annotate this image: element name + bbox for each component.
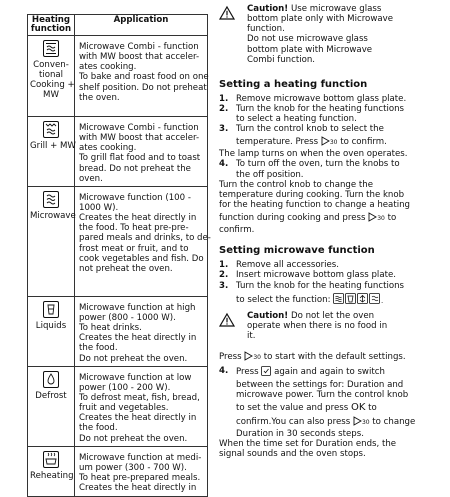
start-30-icon — [244, 351, 253, 364]
heating-step-4: 4. To turn off the oven, turn the knobs to the off position. — [219, 159, 400, 180]
heating-function-cell — [28, 446, 75, 496]
application-text: Creates the heat directly in — [79, 483, 197, 494]
heating-function-cell — [28, 117, 75, 187]
reheating-icon — [43, 451, 59, 468]
start-30-icon — [353, 416, 362, 429]
warning-icon — [219, 313, 235, 327]
warning-icon — [219, 6, 235, 20]
application-text: the oven. — [79, 92, 120, 103]
change-temperature-note: Turn the control knob to change the temperature during cooking. Turn the knob for the heating function to change a heating function during cooking and press 30 to confirm. — [219, 179, 410, 236]
heating-step-3: 3. Turn the control knob to select the temperature. Press 30 to confirm. — [219, 124, 450, 149]
application-text: not preheat the oven. — [79, 263, 173, 274]
application-text: To bake and roast food on one — [79, 72, 209, 83]
application-text: the food. — [79, 423, 118, 434]
default-settings-note: Press 30 to start with the default settings. — [219, 351, 450, 364]
microwave-step-1: 1. Remove all accessories. — [219, 260, 340, 271]
heating-function-cell — [28, 296, 75, 366]
duration-end-note: When the time set for Duration ends, the signal sounds and the oven stops. — [219, 438, 397, 460]
heading-setting-heating-function: Setting a heating function — [219, 78, 368, 90]
heating-function-cell — [28, 366, 75, 446]
microwave-step-3: 3. Turn the knob for the heating functions to select the function: . — [219, 281, 450, 307]
application-text: shelf position. Do not preheat — [79, 82, 207, 93]
svg-text:.: . — [381, 296, 384, 305]
application-text: the food. To heat pre-pre- — [79, 223, 189, 234]
microwave-combi-icon — [43, 40, 59, 57]
application-text: cook vegetables and fish. Do — [79, 253, 204, 264]
application-text: pared meals and drinks, to de- — [79, 233, 211, 244]
application-text: Creates the heat directly in — [79, 333, 197, 344]
application-text: bread. Do not preheat the — [79, 163, 191, 174]
application-text: power (800 - 1000 W). — [79, 313, 176, 324]
application-text: frost meat or fruit, and to — [79, 243, 189, 254]
microwave-step-2: 2. Insert microwave bottom glass plate. — [219, 270, 396, 281]
instructions-column — [219, 4, 450, 459]
table-row — [28, 117, 208, 187]
application-text: power (100 - 200 W). — [79, 382, 171, 393]
function-name: Conven- — [33, 60, 69, 71]
application-text: Creates the heat directly in — [79, 413, 197, 424]
application-text: ates cooking. — [79, 143, 137, 154]
application-text: Microwave function at medi- — [79, 452, 202, 463]
function-name: Microwave — [30, 210, 76, 221]
heating-functions-table — [27, 14, 211, 497]
application-cell — [75, 446, 208, 496]
function-name: MW — [43, 90, 59, 101]
application-cell — [75, 366, 208, 446]
application-text: To heat drinks. — [79, 323, 142, 334]
microwave-function-icons — [333, 293, 383, 307]
table-header-row — [28, 15, 208, 36]
application-text: with MW boost that acceler- — [79, 133, 200, 144]
application-text: Microwave function at high — [79, 302, 196, 313]
application-cell — [75, 117, 208, 187]
application-text: ates cooking. — [79, 62, 137, 73]
function-name: tional — [38, 70, 64, 81]
application-text: To defrost meat, fish, bread, — [79, 393, 200, 403]
application-text: To heat pre-prepared meals. — [79, 472, 201, 483]
table-row — [28, 186, 208, 296]
header-heating-function: Heating function — [28, 15, 75, 36]
function-name: Liquids — [35, 320, 67, 331]
table-row — [28, 446, 208, 496]
application-cell — [75, 296, 208, 366]
application-text: To grill flat food and to toast — [79, 153, 201, 164]
lamp-note: The lamp turns on when the oven operates. — [219, 149, 408, 160]
table-row — [28, 36, 208, 117]
application-text: Do not preheat the oven. — [79, 433, 188, 444]
application-text: um power (300 - 700 W). — [79, 462, 187, 473]
microwave-steps — [219, 260, 450, 307]
application-text: Microwave Combi - function — [79, 42, 199, 53]
application-text: Do not preheat the oven. — [79, 353, 188, 364]
settings-key-icon — [261, 366, 271, 379]
start-30-icon — [321, 136, 330, 149]
application-text: Microwave function at low — [79, 372, 192, 383]
function-name: Grill + MW — [30, 141, 76, 152]
application-text: Microwave Combi - function — [79, 123, 199, 134]
liquids-icon — [43, 301, 59, 318]
heating-step-2: 2. Turn the knob for the heating functions to select a heating function. — [219, 103, 405, 124]
application-text: the food. — [79, 343, 118, 354]
grill-mw-icon — [43, 121, 59, 138]
table-row — [28, 366, 208, 446]
function-name: Reheating — [30, 470, 74, 481]
heating-step-1: 1. Remove microwave bottom glass plate. — [219, 93, 407, 104]
heating-function-cell — [28, 36, 75, 117]
function-name: Defrost — [35, 390, 67, 401]
caution-note-glass-plate: Caution! Use microwave glass bottom plate only with Microwave function. Do not use microwave glass bottom plate with Microwave Combi function. — [219, 4, 450, 65]
application-text: with MW boost that acceler- — [79, 52, 200, 63]
application-text: 1000 W). — [79, 203, 119, 214]
application-text: fruit and vegetables. — [79, 403, 169, 414]
function-name: Cooking + — [30, 80, 75, 91]
microwave-step-4: 4. Press again and again to switch between the settings for: Duration and microwave power. Turn the control knob to set the value and press OK to confirm.You can also press 30 to change Duration in 30 seconds steps. — [219, 366, 416, 439]
application-cell — [75, 186, 211, 296]
microwave-icon — [43, 191, 59, 208]
ok-icon: OK — [350, 401, 366, 413]
table-row — [28, 296, 208, 366]
heating-function-cell — [28, 186, 75, 296]
start-30-icon — [368, 212, 377, 225]
application-text: oven. — [79, 173, 103, 184]
application-text: Microwave function (100 - — [79, 192, 191, 203]
heating-steps — [219, 94, 450, 150]
application-cell — [75, 36, 208, 117]
defrost-icon — [43, 371, 59, 388]
heading-setting-microwave-function: Setting microwave function — [219, 245, 375, 257]
header-application: Application — [75, 15, 208, 36]
caution-note-no-food: Caution! Do not let the oven operate when there is no food in it. — [219, 311, 450, 341]
application-text: Creates the heat directly in — [79, 213, 197, 224]
